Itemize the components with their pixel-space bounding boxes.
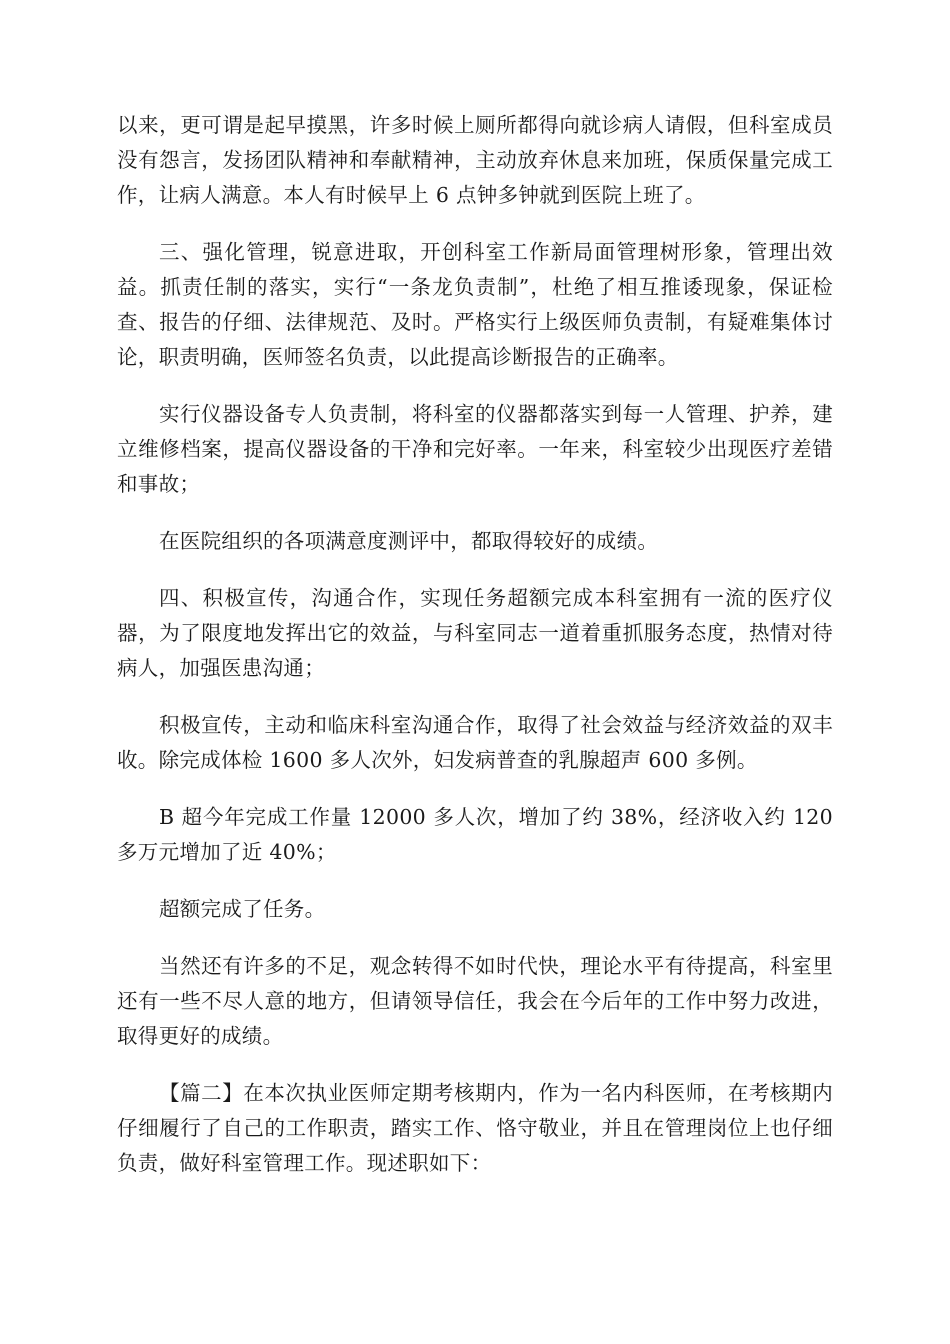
paragraph-10: 【篇二】在本次执业医师定期考核期内，作为一名内科医师，在考核期内仔细履行了自己的工作职责，踏实工作、恪守敬业，并且在管理岗位上也仔细负责，做好科室管理工作。现述职如下： <box>117 1081 833 1175</box>
paragraph-8: 超额完成了任务。 <box>159 897 326 921</box>
paragraph-3: 实行仪器设备专人负责制，将科室的仪器都落实到每一人管理、护养，建立维修档案，提高仪器设备的干净和完好率。一年来，科室较少出现医疗差错和事故； <box>117 402 833 496</box>
paragraph-6: 积极宣传，主动和临床科室沟通合作，取得了社会效益与经济效益的双丰收。除完成体检 1600 多人次外，妇发病普查的乳腺超声 600 多例。 <box>117 713 833 772</box>
document-body <box>117 108 833 1203</box>
paragraph-1: 以来，更可谓是起早摸黑，许多时候上厕所都得向就诊病人请假，但科室成员没有怨言，发扬团队精神和奉献精神，主动放弃休息来加班，保质保量完成工作，让病人满意。本人有时候早上 6 点钟多钟就到医院上班了。 <box>117 113 833 207</box>
paragraph-9: 当然还有许多的不足，观念转得不如时代快，理论水平有待提高，科室里还有一些不尽人意的地方，但请领导信任，我会在今后年的工作中努力改进，取得更好的成绩。 <box>117 954 833 1048</box>
paragraph-5: 四、积极宣传，沟通合作，实现任务超额完成本科室拥有一流的医疗仪器，为了限度地发挥出它的效益，与科室同志一道着重抓服务态度，热情对待病人，加强医患沟通； <box>117 586 833 680</box>
paragraph-7: B 超今年完成工作量 12000 多人次，增加了约 38%，经济收入约 120 多万元增加了近 40%； <box>117 805 833 864</box>
paragraph-4: 在医院组织的各项满意度测评中，都取得较好的成绩。 <box>159 529 659 553</box>
paragraph-2: 三、强化管理，锐意进取，开创科室工作新局面管理树形象，管理出效益。抓责任制的落实，实行“一条龙负责制”，杜绝了相互推诿现象，保证检查、报告的仔细、法律规范、及时。严格实行上级医师负责制，有疑难集体讨论，职责明确，医师签名负责，以此提高诊断报告的正确率。 <box>117 240 833 369</box>
